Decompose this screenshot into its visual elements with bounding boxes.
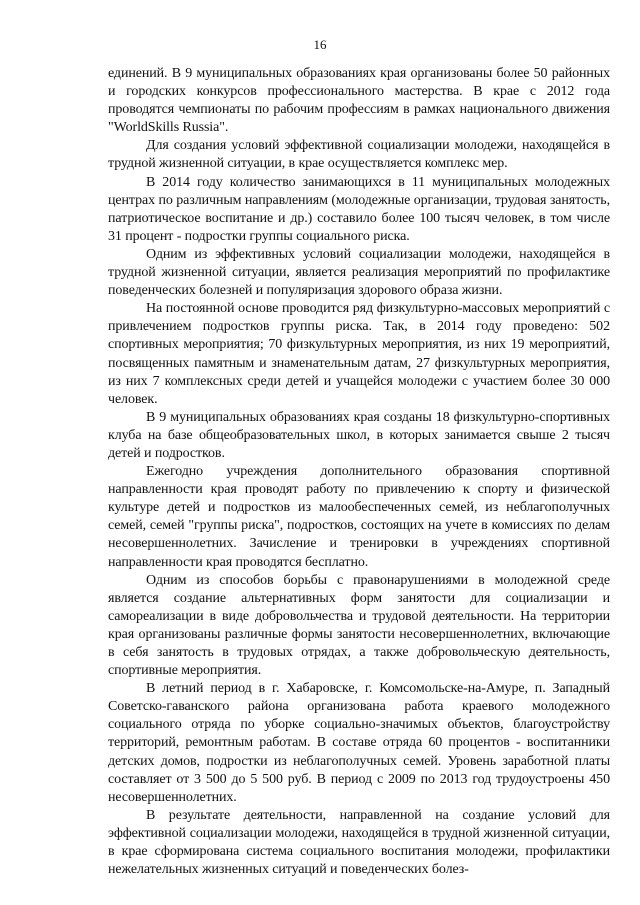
paragraph: На постоянной основе проводится ряд физкультурно-массовых мероприятий с привлечением подростков группы риска. Так, в 2014 году проведено: 502 спортивных мероприятия; 70 физкультурных мероприятия, из них 19 мероприятий, посвященных памятным и знаменательным датам, 27 физкультурных мероприятия, из них 7 комплексных среди детей и учащейся молодежи с участием более 30 000 человек. [108,301,610,407]
paragraph: В 9 муниципальных образованиях края созданы 18 физкультурно-спортивных клуба на базе общеобразовательных школ, в которых занимается свыше 2 тысяч детей и подростков. [108,409,610,461]
document-body [108,65,610,879]
paragraph: В 2014 году количество занимающихся в 11 муниципальных молодежных центрах по различным направлениям (молодежные организации, трудовая занятость, патриотическое воспитание и др.) составило более 100 тысяч человек, в том числе 31 процент - подростки группы социального риска. [108,174,610,244]
paragraph: Одним из способов борьбы с правонарушениями в молодежной среде является создание альтернативных форм занятости для социализации и самореализации в виде добровольчества и трудовой деятельности. На территории края организованы различные формы занятости несовершеннолетних, включающие в себя занятость в трудовых отрядах, а также добровольческую деятельность, спортивные мероприятия. [108,572,610,679]
paragraph-continuation: единений. В 9 муниципальных образованиях края организованы более 50 районных и городских конкурсов профессионального мастерства. В крае с 2012 года проводятся чемпионаты по рабочим профессиям в рамках национального движения "WorldSkills Russia". [108,66,610,136]
page-number: 16 [313,37,327,52]
paragraph: Одним из эффективных условий социализации молодежи, находящейся в трудной жизненной ситуации, является реализация мероприятий по профилактике поведенческих болезней и популяризация здорового образа жизни. [108,246,610,299]
paragraph: В результате деятельности, направленной на создание условий для эффективной социализации молодежи, находящейся в трудной жизненной ситуации, в крае сформирована система социального воспитания молодежи, профилактики нежелательных жизненных ситуаций и поведенческих болез- [108,807,610,878]
paragraph: В летний период в г. Хабаровске, г. Комсомольске-на-Амуре, п. Западный Советско-гаванского района организована работа краевого молодежного социального отряда по уборке социально-значимых объектов, благоустройству территорий, ремонтным работам. В составе отряда 60 процентов - воспитанники детских домов, подростки из неблагополучных семей. Уровень заработной платы составляет от 3 500 до 5 500 руб. В период с 2009 по 2013 год трудоустроены 450 несовершеннолетних. [108,681,610,805]
paragraph: Для создания условий эффективной социализации молодежи, находящейся в трудной жизненной ситуации, в крае осуществляется комплекс мер. [108,138,610,172]
paragraph: Ежегодно учреждения дополнительного образования спортивной направленности края проводят работу по привлечению к спорту и физической культуре детей и подростков из малообеспеченных семей, из неблагополучных семей, семей "группы риска", подростков, состоящих на учете в комиссиях по делам несовершеннолетних. Зачисление и тренировки в учреждениях спортивной направленности края проводятся бесплатно. [108,464,610,570]
